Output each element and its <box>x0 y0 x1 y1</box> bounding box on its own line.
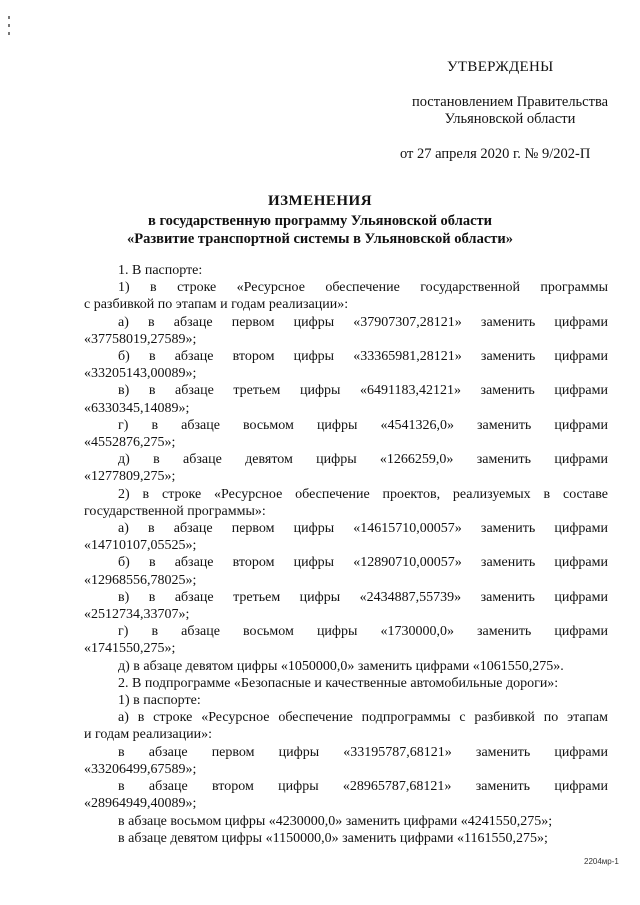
paragraph-line: 2) в строке «Ресурсное обеспечение проектов, реализуемых в составе <box>118 486 608 502</box>
paragraph-line: «1277809,275»; <box>84 469 176 485</box>
paragraph-line: «2512734,33707»; <box>84 607 190 623</box>
paragraph-line: «12968556,78025»; <box>84 572 197 588</box>
paragraph-line: «28964949,40089»; <box>84 796 197 812</box>
decree-reference <box>392 94 628 128</box>
paragraph-line: 1) в паспорте: <box>118 693 201 709</box>
paragraph-line: в абзаце втором цифры «28965787,68121» заменить цифрами <box>118 779 608 795</box>
document-code: 2204мр-1 <box>584 857 619 866</box>
paragraph-line: д) в абзаце девятом цифры «1266259,0» заменить цифрами <box>118 452 608 468</box>
paragraph-line: в абзаце первом цифры «33195787,68121» заменить цифрами <box>118 744 608 760</box>
paragraph-line: государственной программы»: <box>84 503 266 519</box>
document-subtitle-1: в государственную программу Ульяновской области <box>147 213 492 229</box>
paragraph-line: в абзаце восьмом цифры «4230000,0» заменить цифрами «4241550,275»; <box>118 813 553 829</box>
paragraph-line: г) в абзаце восьмом цифры «4541326,0» заменить цифрами <box>118 417 608 433</box>
document-body <box>84 262 608 847</box>
document-title: ИЗМЕНЕНИЯ <box>267 193 373 209</box>
paragraph-line: 2. В подпрограмме «Безопасные и качественные автомобильные дороги»: <box>118 675 559 691</box>
paragraph-line: «33206499,67589»; <box>84 761 197 777</box>
paragraph-line: «4552876,275»; <box>84 435 176 451</box>
decree-line-2: Ульяновской области <box>444 111 576 127</box>
paragraph-line: а) в строке «Ресурсное обеспечение подпрограммы с разбивкой по этапам <box>118 710 608 726</box>
paragraph-line: в) в абзаце третьем цифры «6491183,42121» заменить цифрами <box>118 383 608 399</box>
paragraph-line: г) в абзаце восьмом цифры «1730000,0» заменить цифрами <box>118 624 608 640</box>
paragraph-line: в абзаце девятом цифры «1150000,0» заменить цифрами «1161550,275»; <box>118 830 548 846</box>
document-subtitle-2: «Развитие транспортной системы в Ульяновской области» <box>127 231 513 247</box>
paragraph-line: и годам реализации»: <box>84 727 212 743</box>
paragraph-line: «37758019,27589»; <box>84 331 197 347</box>
paragraph-line: д) в абзаце девятом цифры «1050000,0» заменить цифрами «1061550,275». <box>118 658 564 674</box>
paragraph-line: а) в абзаце первом цифры «37907307,28121» заменить цифрами <box>118 314 608 330</box>
paragraph-line: «1741550,275»; <box>84 641 176 657</box>
paragraph-line: 1. В паспорте: <box>118 263 203 278</box>
paragraph-line: а) в абзаце первом цифры «14615710,00057» заменить цифрами <box>118 521 608 537</box>
paragraph-line: 1) в строке «Ресурсное обеспечение государственной программы <box>118 280 608 296</box>
paragraph-line: б) в абзаце втором цифры «33365981,28121» заменить цифрами <box>118 349 608 365</box>
decree-date: от 27 апреля 2020 г. № 9/202-П <box>400 146 591 162</box>
paragraph-line: в) в абзаце третьем цифры «2434887,55739» заменить цифрами <box>118 589 608 605</box>
paragraph-line: б) в абзаце втором цифры «12890710,00057» заменить цифрами <box>118 555 608 571</box>
decree-line-1: постановлением Правительства <box>411 94 609 110</box>
paragraph-line: «14710107,05525»; <box>84 538 197 554</box>
paragraph-line: «33205143,00089»; <box>84 366 197 382</box>
approval-stamp-title: УТВЕРЖДЕНЫ <box>447 59 554 75</box>
margin-marks <box>8 16 12 48</box>
paragraph-line: «6330345,14089»; <box>84 400 190 416</box>
paragraph-line: с разбивкой по этапам и годам реализации»: <box>84 297 349 313</box>
